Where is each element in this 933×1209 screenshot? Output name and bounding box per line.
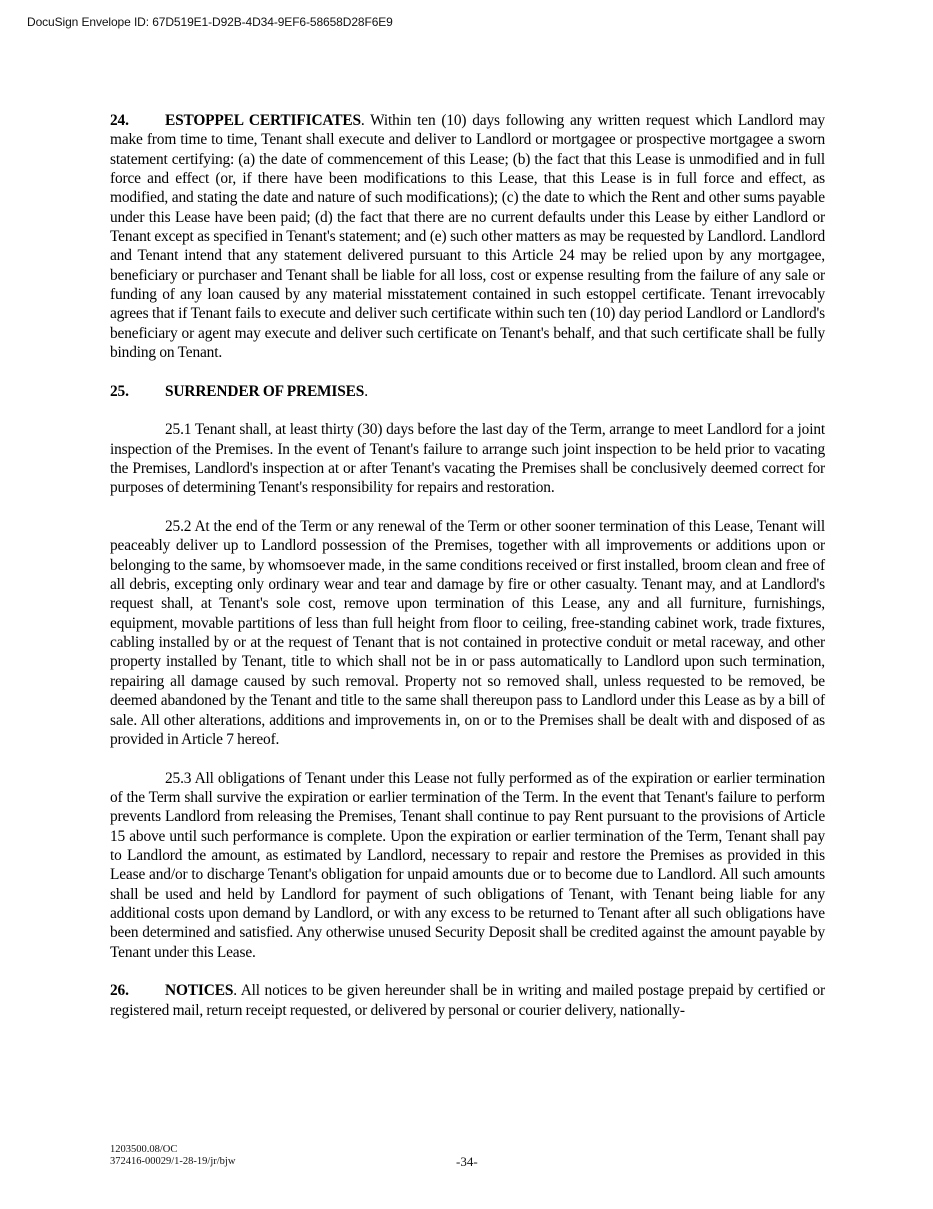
footer-matter-ref: 372416-00029/1-28-19/jr/bjw <box>110 1156 236 1167</box>
section-number: 24. <box>110 112 129 129</box>
footer-doc-refs <box>110 1144 235 1168</box>
docusign-envelope-id: DocuSign Envelope ID: 67D519E1-D92B-4D34-9EF6-58658D28F6E9 <box>27 15 393 29</box>
subsection-25-1: 25.1 Tenant shall, at least thirty (30) days before the last day of the Term, arrange to meet Landlord for a joint inspection of the Premises. In the event of Tenant's failure to arrange such joint inspection to be held prior to vacating the Premises, Landlord's inspection at or after Tenant's vacating the Premises shall be conclusively deemed correct for purposes of determining Tenant's responsibility for repairs and restoration. <box>110 421 825 497</box>
page-number: -34- <box>456 1154 478 1169</box>
document-body <box>110 111 825 1039</box>
section-number: 25. <box>110 382 129 400</box>
section-title: NOTICES <box>165 982 234 1000</box>
section-title: SURRENDER OF PREMISES <box>165 382 365 400</box>
section-number: 26. <box>110 982 129 1000</box>
section-text: . Within ten (10) days following any written request which Landlord may make from time to time, Tenant shall execute and deliver to Landlord or mortgagee or prospective mortgagee a sworn statement certifying: (a) the date of commencement of this Lease; (b) the fact that this Lease is unmodified and in full force and effect (or, if there have been modifications to this Lease, that this Lease is in full force and effect, as modified, and stating the date and nature of such modifications); (c) the date to which the Rent and other sums payable under this Lease have been paid; (d) the fact that there are no current defaults under this Lease by either Landlord or Tenant except as specified in Tenant's statement; and (e) such other matters as may be requested by Landlord. Landlord and Tenant intend that any statement delivered pursuant to this Article 24 may be relied upon by any mortgagee, beneficiary or purchaser and Tenant shall be liable for all loss, cost or expense resulting from the failure of any sale or funding of any loan caused by any material misstatement contained in such estoppel certificate. Tenant irrevocably agrees that if Tenant fails to execute and deliver such certificate within such ten (10) day period Landlord or Landlord's beneficiary or agent may execute and deliver such certificate on Tenant's behalf, and that such certificate shall be fully binding on Tenant. <box>110 112 825 362</box>
section-26 <box>110 981 825 1020</box>
subsection-25-3: 25.3 All obligations of Tenant under this Lease not fully performed as of the expiration or earlier termination of the Term shall survive the expiration or earlier termination of the Term. In the event that Tenant's failure to perform prevents Landlord from releasing the Premises, Tenant shall continue to pay Rent pursuant to the provisions of Article 15 above until such performance is complete. Upon the expiration or earlier termination of the Term, Tenant shall pay to Landlord the amount, as estimated by Landlord, necessary to repair and restore the Premises as provided in this Lease and/or to discharge Tenant's obligation for unpaid amounts due or to become due to Landlord. All such amounts shall be used and held by Landlord for payment of such obligations of Tenant, with Tenant being liable for any additional costs upon demand by Landlord, or with any excess to be returned to Tenant after all such obligations have been determined and satisfied. Any otherwise unused Security Deposit shall be credited against the amount payable by Tenant under this Lease. <box>110 769 825 961</box>
section-24 <box>110 111 825 362</box>
section-title: ESTOPPEL CERTIFICATES <box>165 112 361 129</box>
subsection-25-2: 25.2 At the end of the Term or any renewal of the Term or other sooner termination of this Lease, Tenant will peaceably deliver up to Landlord possession of the Premises, together with all improvements or additions upon or belonging to the same, by whomsoever made, in the same conditions received or first installed, broom clean and free of all debris, excepting only ordinary wear and tear and damage by fire or other casualty. Tenant may, and at Landlord's request shall, at Tenant's sole cost, remove upon termination of this Lease, any and all furniture, furnishings, equipment, movable partitions of less than full height from floor to ceiling, free-standing cabinet work, trade fixtures, cabling installed by or at the request of Tenant that is not contained in protective conduit or metal raceway, and other property installed by Tenant, title to which shall not be in or pass automatically to Landlord upon such termination, repairing all damage caused by such removal. Property not so removed shall, unless requested to be removed, be deemed abandoned by the Tenant and title to the same shall thereupon pass to Landlord under this Lease as by a bill of sale. All other alterations, additions and improvements in, on or to the Premises shall be dealt with and disposed of as provided in Article 7 hereof. <box>110 518 825 748</box>
section-text: . All notices to be given hereunder shall be in writing and mailed postage prepaid by certified or registered mail, return receipt requested, or delivered by personal or courier delivery, nationally- <box>110 982 825 1019</box>
section-title-suffix: . <box>364 382 368 400</box>
footer-doc-number: 1203500.08/OC <box>110 1144 178 1155</box>
section-25-heading <box>110 382 825 401</box>
